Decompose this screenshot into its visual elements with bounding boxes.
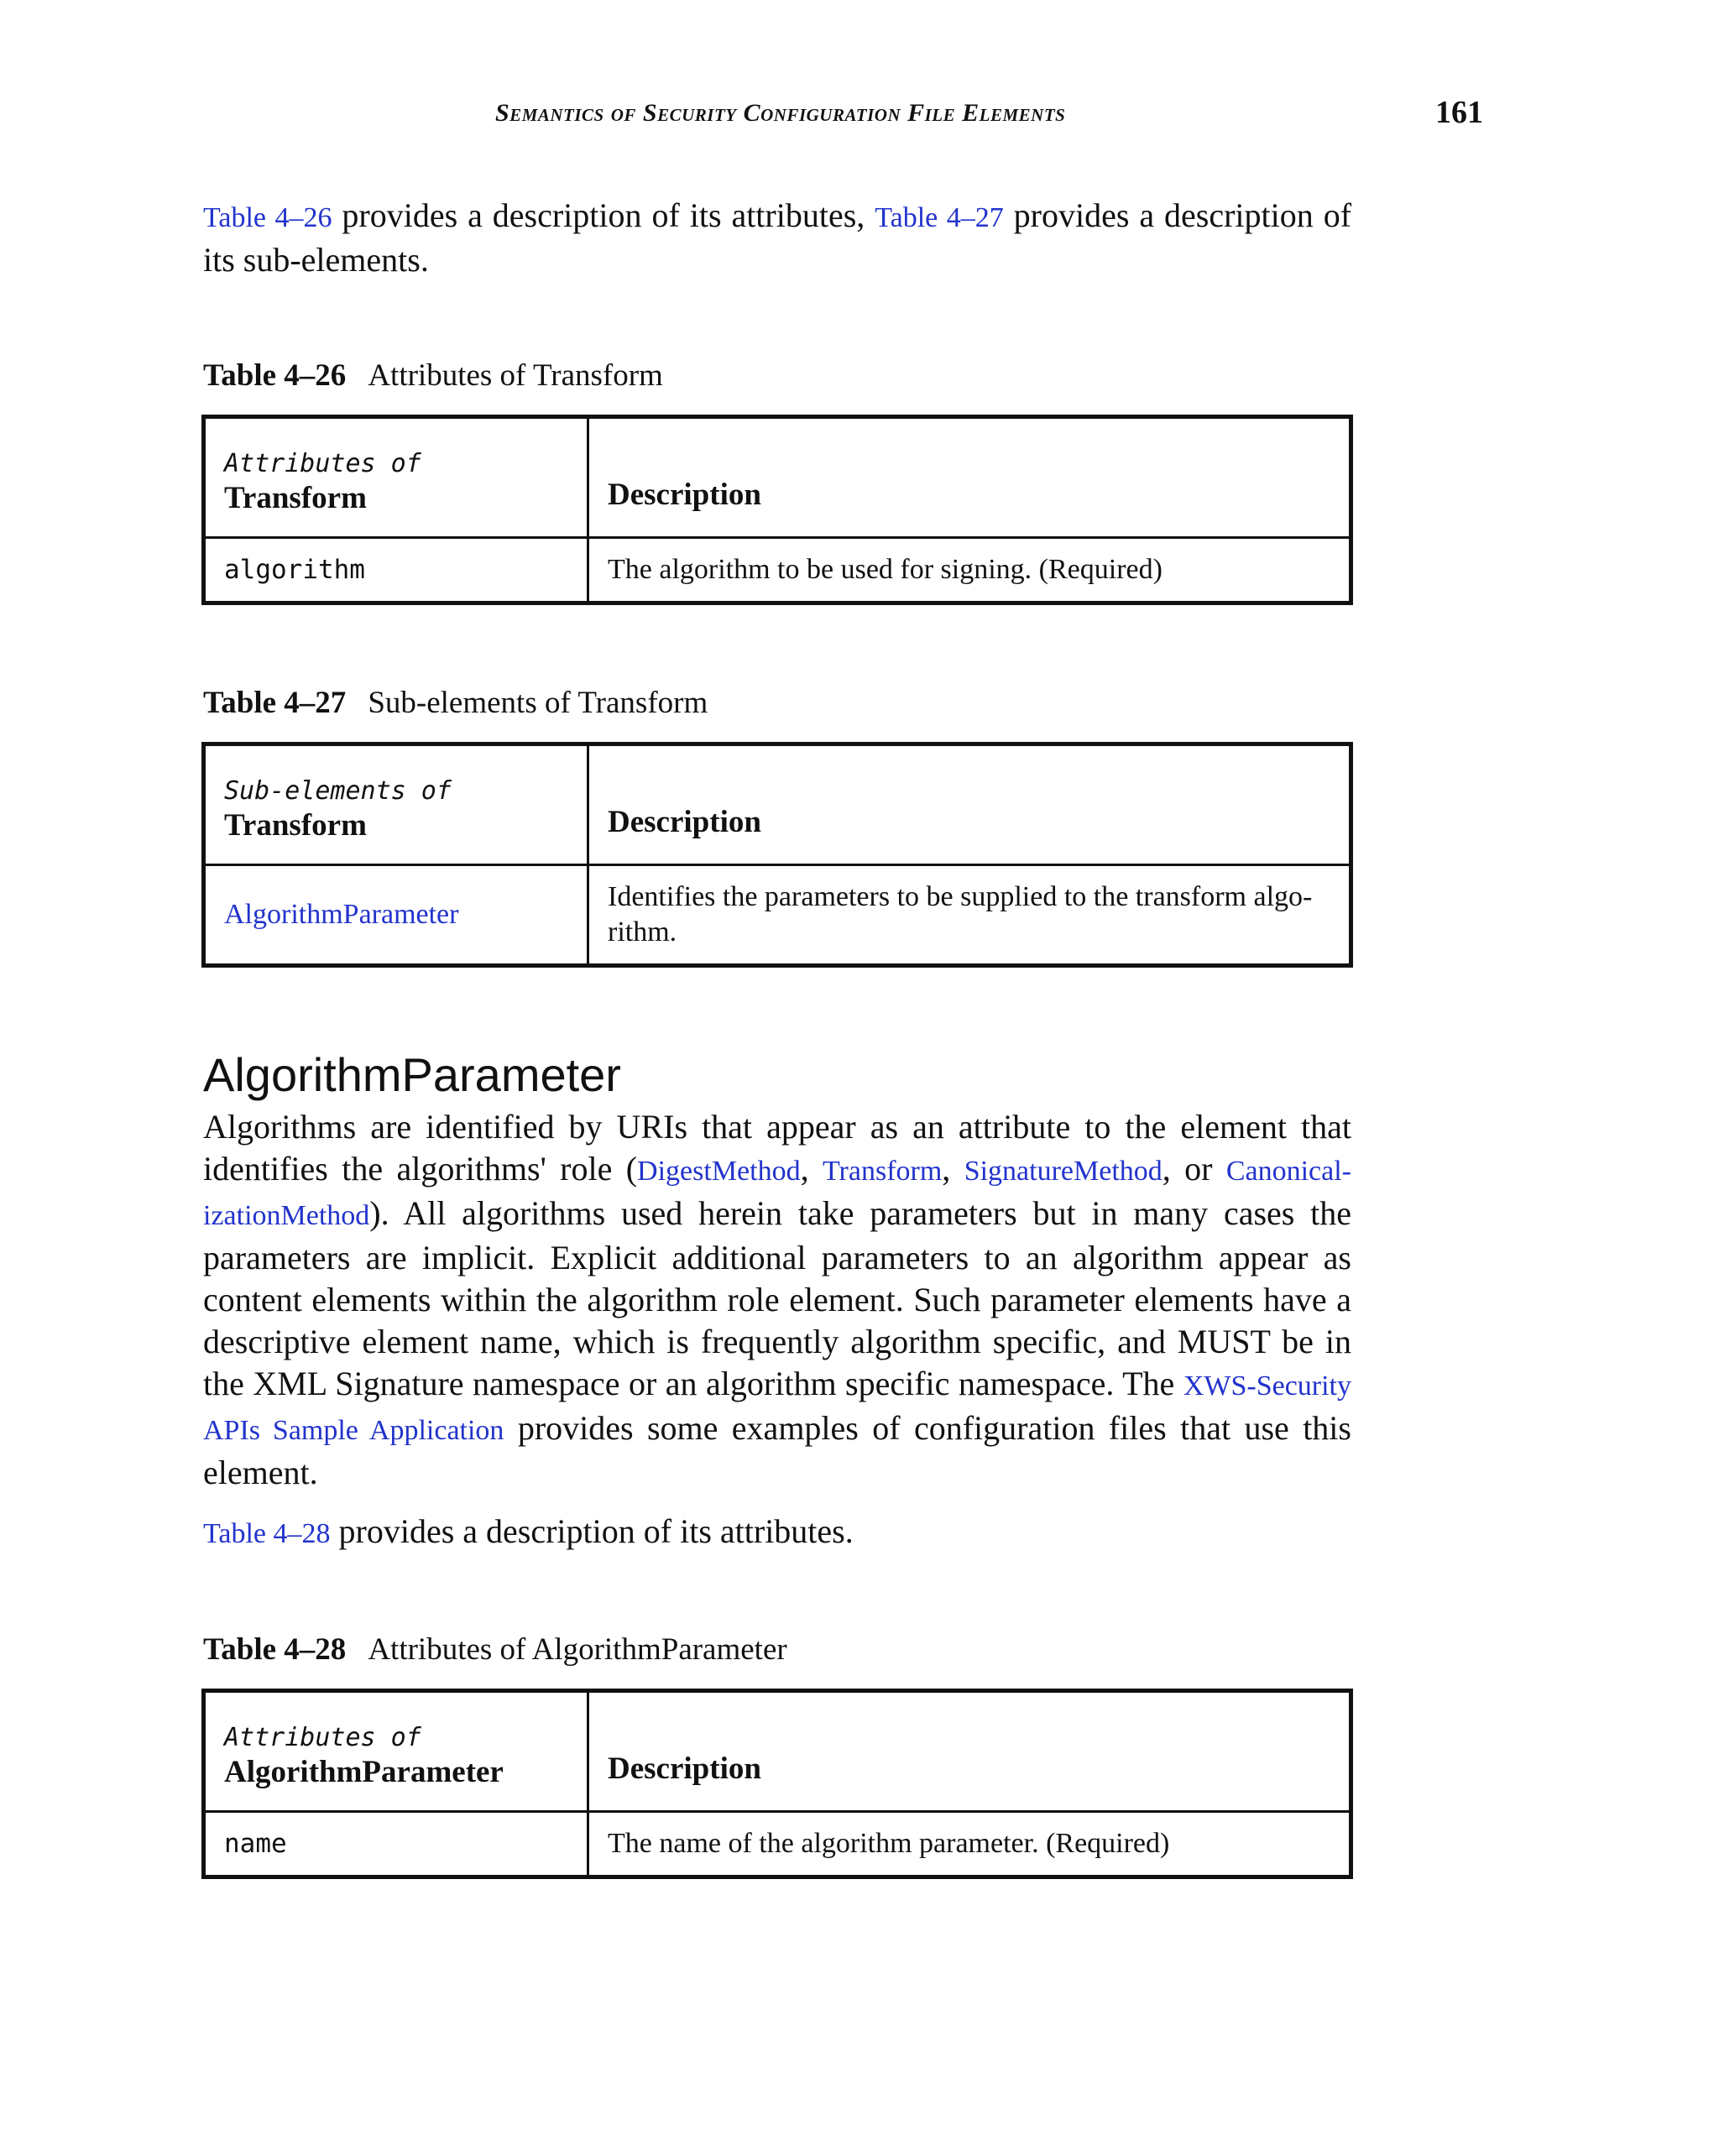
page-number: 161 — [1435, 95, 1483, 130]
table-4-28-caption: Table 4–28 Attributes of AlgorithmParameter — [203, 1632, 787, 1667]
link-transform[interactable]: Transform — [822, 1156, 943, 1187]
header-cell-description: Description — [588, 744, 1351, 865]
attributes-paragraph-block — [203, 1511, 1351, 1555]
link-table-4-28[interactable]: Table 4–28 — [203, 1518, 331, 1549]
header-cell-attribute: Attributes of AlgorithmParameter — [204, 1691, 588, 1812]
subelement-name-cell — [204, 865, 588, 966]
header-cell-subelement: Sub-elements of Transform — [204, 744, 588, 865]
table-4-27 — [201, 742, 1350, 968]
table-header-row — [204, 744, 1351, 865]
table-row — [204, 538, 1351, 603]
link-algorithm-parameter[interactable]: AlgorithmParameter — [224, 899, 459, 930]
attribute-name: name — [204, 1812, 588, 1877]
intro-paragraph: Table 4–26 provides a description of its attributes, Table 4–27 provides a description of its sub-elements. — [203, 196, 1352, 279]
section-title: AlgorithmParameter — [203, 1048, 621, 1101]
attribute-description: The name of the algorithm parameter. (Required) — [588, 1812, 1351, 1877]
link-canonicalization-method[interactable]: Canonical-izationMethod — [203, 1156, 1352, 1231]
link-digest-method[interactable]: DigestMethod — [637, 1156, 801, 1187]
section-paragraph-block — [203, 1106, 1351, 1494]
table-4-27-caption: Table 4–27 Sub-elements of Transform — [203, 686, 708, 720]
table-4-28 — [201, 1689, 1350, 1879]
attribute-name: algorithm — [204, 538, 588, 603]
running-head: Semantics of Security Configuration File Elements — [495, 99, 1066, 127]
link-table-4-27[interactable]: Table 4–27 — [875, 202, 1004, 233]
table-4-26-caption: Table 4–26 Attributes of Transform — [203, 358, 663, 393]
link-table-4-26[interactable]: Table 4–26 — [203, 202, 332, 233]
section-block — [203, 1047, 1351, 1102]
section-paragraph: Algorithms are identified by URIs that appear as an attribute to the element that identifies the algorithms' role (DigestMethod, Transform, SignatureMethod, or Canonical-izationMethod). All algorithms used herein take parameters but in many cases the parameters are implicit. Explicit additional parameters to an algorithm appear as content elements within the algorithm role element. Such parameter elements have a descriptive element name, which is frequently algorithm specific, and MUST be in the XML Signature namespace or an algorithm specific namespace. The XWS-Security APIs Sample Application provides some examples of configuration files that use this element. — [203, 1108, 1352, 1491]
header-cell-description: Description — [588, 1691, 1351, 1812]
table-header-row — [204, 417, 1351, 538]
header-cell-attribute: Attributes of Transform — [204, 417, 588, 538]
table-4-26 — [201, 415, 1350, 605]
intro-paragraph-block — [203, 195, 1351, 281]
table-row — [204, 865, 1351, 966]
table-row — [204, 1812, 1351, 1877]
link-signature-method[interactable]: SignatureMethod — [964, 1156, 1163, 1187]
table-header-row — [204, 1691, 1351, 1812]
subelement-description: Identifies the parameters to be supplied to the transform algo-rithm. — [588, 865, 1351, 966]
attribute-description: The algorithm to be used for signing. (Required) — [588, 538, 1351, 603]
link-sample-application[interactable]: XWS-Security APIs Sample Application — [203, 1370, 1351, 1446]
attributes-paragraph: Table 4–28 provides a description of its attributes. — [203, 1512, 854, 1550]
header-cell-description: Description — [588, 417, 1351, 538]
